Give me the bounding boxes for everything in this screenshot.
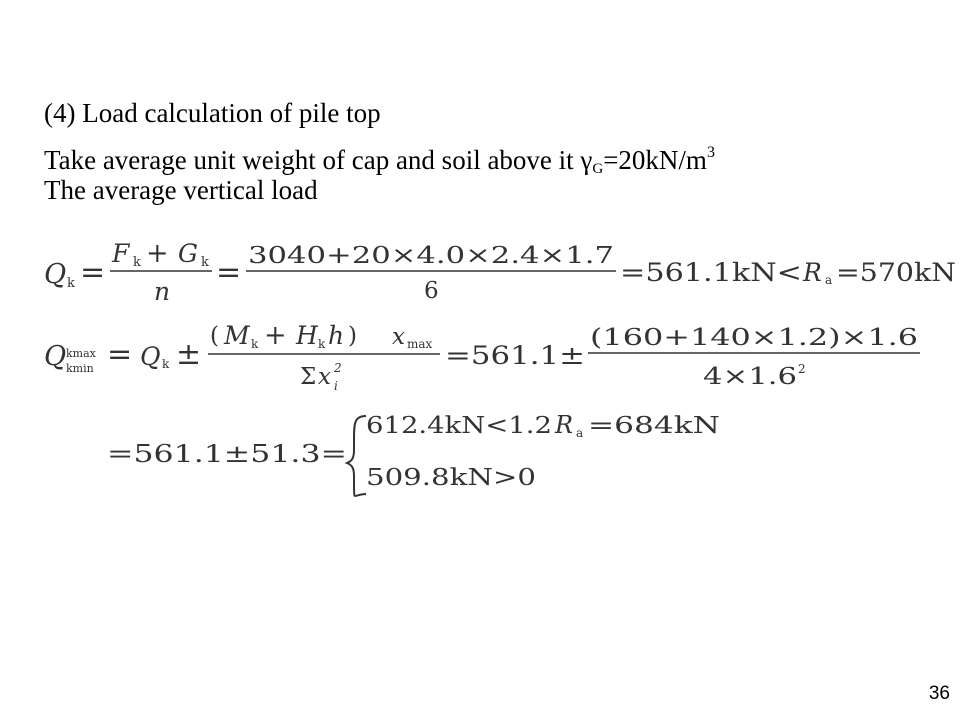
equation-3: [107, 411, 720, 496]
eq2-den-exponent: 2: [798, 362, 806, 376]
eq2-Q: Q: [44, 341, 67, 372]
eq1-Q-sub: k: [67, 276, 75, 291]
heading: (4) Load calculation of pile top: [44, 98, 381, 128]
eq3-case1-R: R: [555, 411, 574, 439]
eq3-case1-a: 612.4kN<1.2: [366, 413, 552, 439]
eq2-h: h: [328, 321, 345, 350]
eq2-M-sub: k: [251, 337, 259, 351]
eq2-M: M: [224, 321, 250, 350]
avg-load-line: The average vertical load: [44, 175, 318, 205]
eq2-Qk: Q: [140, 342, 161, 371]
eq2-open-paren: (: [210, 323, 219, 349]
eq2-equals: =: [107, 337, 133, 372]
eq2-den-sup: 2: [334, 361, 342, 375]
eq2-x-sub: max: [407, 337, 433, 351]
eq2-Qk-sub: k: [162, 357, 170, 371]
eq1-R: R: [803, 258, 822, 287]
eq2-den-sub: i: [334, 379, 338, 393]
eq1-Ra-value: =570kN: [836, 258, 956, 287]
eq1-G-sub: k: [201, 255, 209, 270]
unit-weight-value: =20kN/m: [603, 145, 707, 175]
eq1-denominator: 6: [424, 278, 439, 304]
gamma-subscript: G: [592, 161, 604, 177]
eq3-case1-b: =684kN: [588, 413, 720, 439]
eq1-F-sub: k: [133, 255, 141, 270]
eq3-left-brace: [347, 416, 366, 496]
eq2-sub-kmax: kmax: [66, 347, 96, 360]
unit-weight-text: Take average unit weight of cap and soil above it: [44, 145, 581, 175]
eq2-sub-kmin: kmin: [66, 362, 94, 375]
eq2-H-sub: k: [318, 337, 326, 351]
eq3-left: =561.1±51.3=: [107, 440, 347, 468]
eq2-numerator: (160+140×1.2)×1.6: [590, 325, 918, 351]
eq1-equals: =: [80, 255, 106, 290]
eq2-H: H: [296, 321, 318, 350]
eq2-sigma: Σ: [300, 364, 317, 390]
eq2-den-x: x: [318, 364, 331, 390]
page-number: 36: [928, 683, 950, 704]
eq1-R-sub: a: [825, 273, 833, 287]
eq1-plus: +: [146, 238, 169, 269]
eq1-G: G: [178, 239, 198, 268]
eq2-plus: +: [264, 320, 287, 351]
eq1-n: n: [154, 277, 171, 306]
eq1-F: F: [112, 239, 130, 268]
eq2-plus-minus: ±: [176, 337, 202, 372]
eq1-equals-2: =: [216, 255, 242, 290]
eq1-numerator: 3040+20×4.0×2.4×1.7: [248, 243, 614, 269]
equation-2: [44, 320, 920, 393]
eq1-result: =561.1kN<: [620, 258, 802, 287]
eq2-denominator: 4×1.6: [703, 364, 797, 390]
eq3-case1-sub: a: [576, 426, 584, 440]
unit-exponent: 3: [706, 144, 715, 161]
eq2-close-paren: ): [348, 323, 357, 349]
eq2-x: x: [392, 324, 405, 350]
eq3-case2: 509.8kN>0: [366, 465, 536, 491]
eq1-Q: Q: [44, 259, 67, 290]
gamma-symbol: γ: [580, 145, 593, 175]
eq2-value: =561.1±: [445, 341, 585, 370]
equation-1: [44, 238, 956, 306]
